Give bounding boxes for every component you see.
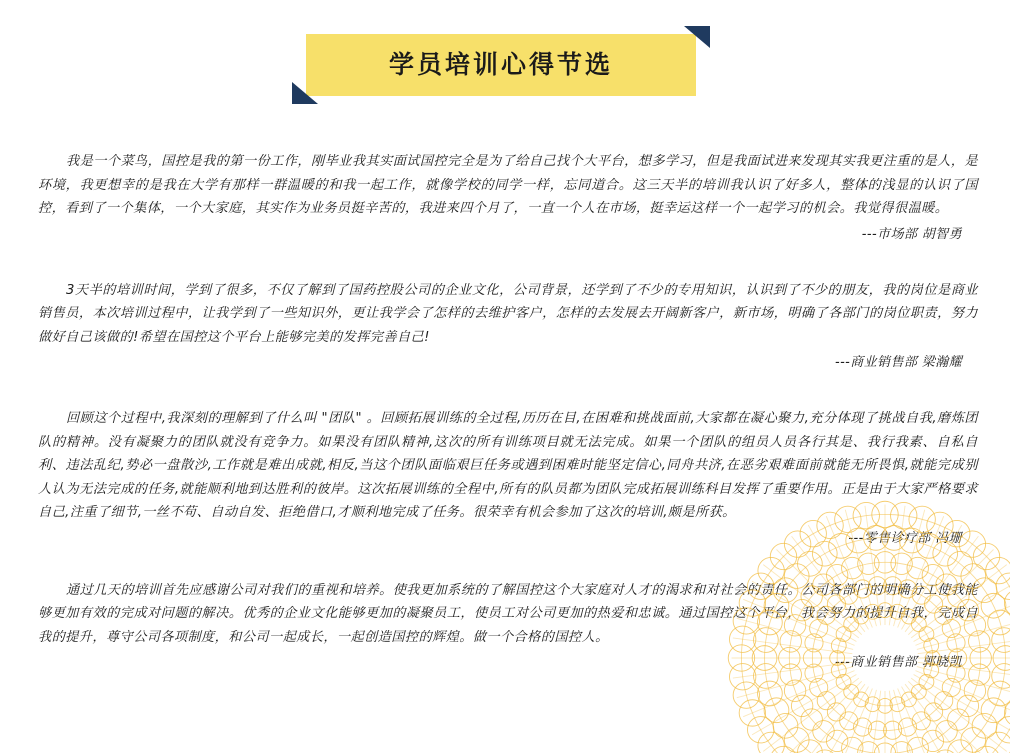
entries-container: [0, 150, 1010, 699]
testimonial-signature: ---商业销售部 梁瀚耀: [834, 355, 962, 370]
page-title: 学员培训心得节选: [388, 50, 613, 79]
testimonial-signature: ---商业销售部 郭晓凯: [834, 655, 962, 670]
testimonial-entry: [0, 279, 1010, 374]
testimonial-signature: ---零售诊疗部 冯珊: [848, 530, 962, 546]
title-banner: [306, 34, 696, 96]
testimonial-body: 通过几天的培训首先应感谢公司对我们的重视和培养。使我更加系统的了解国控这个大家庭对人才的渴求和对社会的责任。公司各部门的明确分工使我能够更加有效的完成对问题的解决。优秀的企业文化能够更加的凝聚员工，使员工对公司更加的热爱和忠诚。通过国控这个平台，我会努力的提升自我，完成自我的提升，尊守公司各项制度，和公司一起成长，一起创造国控的辉煌。做一个合格的国控人。: [38, 582, 978, 645]
testimonial-entry: [0, 407, 1010, 549]
testimonial-entry: [0, 150, 1010, 245]
testimonial-entry: [0, 579, 1010, 674]
testimonial-body: 3天半的培训时间，学到了很多，不仅了解到了国药控股公司的企业文化，公司背景，还学到了不少的专用知识，认识到了不少的朋友，我的岗位是商业销售员，本次培训过程中，让我学到了一些知识外，更让我学会了怎样的去维护客户，怎样的去发展去开阔新客户，新市场，明确了各部门的岗位职责，努力做好自己该做的!希望在国控这个平台上能够完美的发挥完善自己!: [38, 282, 978, 345]
testimonial-signature: ---市场部 胡智勇: [861, 226, 962, 242]
testimonial-body: 我是一个菜鸟，国控是我的第一份工作，刚毕业我其实面试国控完全是为了给自己找个大平台，想多学习，但是我面试进来发现其实我更注重的是人，是环境，我更想幸的是我在大学有那样一群温暖的和我一起工作，就像学校的同学一样，忘同道合。这三天半的培训我认识了好多人，整体的浅显的认识了国控，看到了一个集体，一个大家庭，其实作为业务员挺辛苦的，我进来四个月了，一直一个人在市场，挺幸运这样一个一起学习的机会。我觉得很温暖。: [38, 154, 978, 216]
testimonial-body: 回顾这个过程中,我深刻的理解到了什么叫 "团队" 。回顾拓展训练的全过程,历历在目,在困难和挑战面前,大家都在凝心聚力,充分体现了挑战自我,磨炼团队的精神。没有凝聚力的团队就没有竞争力。如果没有团队精神,这次的所有训练项目就无法完成。如果一个团队的组员人员各行其是、我行我素、自私自利、违法乱纪,势必一盘散沙,工作就是难出成就,相反,当这个团队面临艰巨任务或遇到困难时能坚定信心,同舟共济,在恶劣艰难面前就能无所畏惧,就能完成别人认为无法完成的任务,就能顺利地到达胜利的彼岸。这次拓展训练的全程中,所有的队员都为团队完成拓展训练科目发挥了重要作用。正是由于大家严格要求自己,注重了细节,一丝不苟、自动自发、拒绝借口,才顺利地完成了任务。很荣幸有机会参加了这次的培训,颇是所获。: [38, 411, 978, 520]
